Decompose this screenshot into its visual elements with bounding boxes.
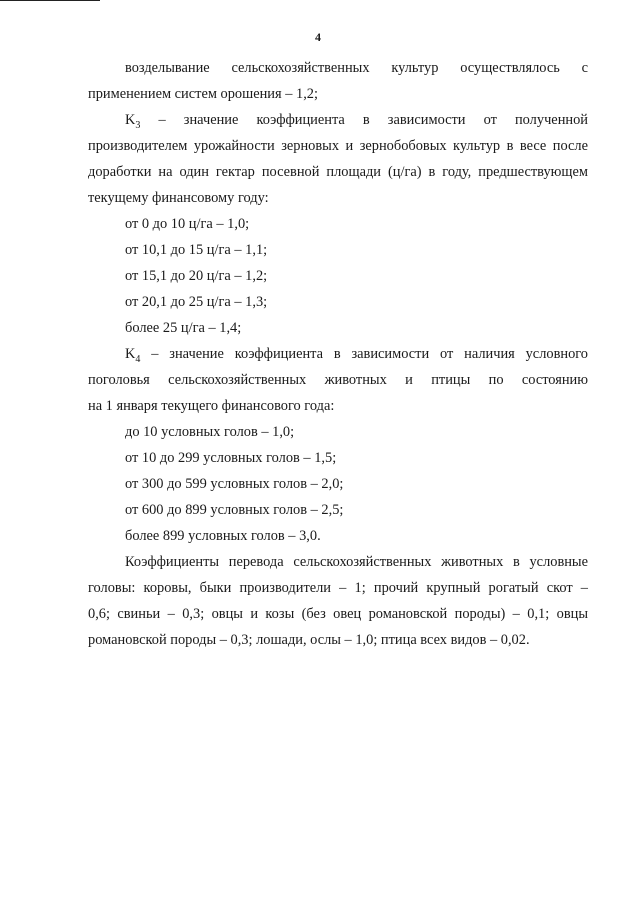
text-line: текущему финансовому году: — [88, 190, 269, 206]
text-line: производителем урожайности зерновых и зернобобовых культур в весе после — [88, 138, 588, 154]
text-line: романовской породы – 0,3; лошади, ослы – 1,0; птица всех видов – 0,02. — [88, 632, 530, 648]
k3-text: – значение коэффициента в зависимости от полученной — [140, 112, 588, 128]
text-line: доработки на один гектар посевной площади (ц/га) в году, предшествующем — [88, 164, 588, 180]
text-line: на 1 января текущего финансового года: — [88, 398, 335, 414]
k4-symbol: K — [125, 346, 136, 362]
text-line: 0,6; свиньи – 0,3; овцы и козы (без овец романовской породы) – 0,1; овцы — [88, 606, 588, 622]
list-item: от 0 до 10 ц/га – 1,0; — [125, 216, 250, 232]
k4-text: – значение коэффициента в зависимости от наличия условного — [140, 346, 588, 362]
text-line: поголовья сельскохозяйственных животных и птицы по состоянию — [88, 372, 588, 388]
list-item: от 300 до 599 условных голов – 2,0; — [125, 476, 344, 492]
list-item: от 10,1 до 15 ц/га – 1,1; — [125, 242, 268, 258]
k4-definition-line — [125, 344, 588, 364]
list-item: до 10 условных голов – 1,0; — [125, 424, 295, 440]
text-line: применением систем орошения – 1,2; — [88, 86, 318, 102]
text-line: возделывание сельскохозяйственных культур осуществлялось с — [125, 60, 588, 76]
list-item: от 10 до 299 условных голов – 1,5; — [125, 450, 337, 466]
top-edge-rule — [0, 0, 100, 1]
list-item: от 20,1 до 25 ц/га – 1,3; — [125, 294, 268, 310]
list-item: более 899 условных голов – 3,0. — [125, 528, 321, 544]
text-line: Коэффициенты перевода сельскохозяйственных животных в условные — [125, 554, 588, 570]
page-number: 4 — [315, 30, 321, 44]
list-item: от 600 до 899 условных голов – 2,5; — [125, 502, 344, 518]
k4-subscript: 4 — [135, 353, 141, 365]
k3-symbol: K — [125, 112, 136, 128]
k3-definition-line — [125, 110, 588, 130]
text-line: головы: коровы, быки производители – 1; прочий крупный рогатый скот – — [88, 580, 588, 596]
list-item: более 25 ц/га – 1,4; — [125, 320, 242, 336]
k3-subscript: 3 — [135, 119, 141, 131]
list-item: от 15,1 до 20 ц/га – 1,2; — [125, 268, 268, 284]
